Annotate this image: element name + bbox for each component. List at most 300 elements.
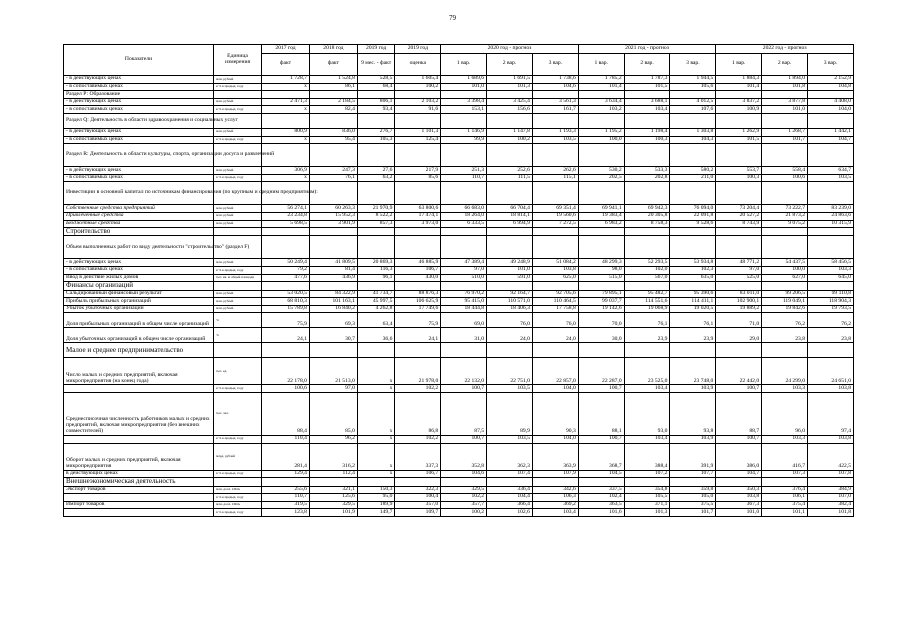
- empty-cell: [395, 144, 441, 167]
- value-cell: 83 011,0: [716, 290, 762, 298]
- value-cell: 76,0: [487, 313, 533, 328]
- value-cell: 79 895,1: [578, 290, 624, 298]
- value-cell: 22 287,0: [578, 358, 624, 385]
- empty-cell: [441, 236, 487, 259]
- value-cell: x: [357, 358, 395, 385]
- value-cell: 106,7: [395, 267, 441, 275]
- value-cell: 47 389,4: [441, 259, 487, 267]
- row-label: Убыток убыточных организаций: [64, 305, 214, 313]
- empty-cell: [441, 113, 487, 128]
- empty-cell: [670, 343, 716, 358]
- value-cell: 103,5: [487, 435, 533, 443]
- row-label: Экспорт товаров: [64, 486, 214, 494]
- value-cell: 97,0: [441, 267, 487, 275]
- value-cell: 101,5: [716, 136, 762, 144]
- row-label: [64, 494, 214, 502]
- table-row: [64, 267, 854, 275]
- table-row: [64, 305, 854, 313]
- subsection-row: [64, 236, 854, 259]
- empty-cell: [395, 478, 441, 486]
- value-cell: 36,6: [357, 328, 395, 343]
- empty-cell: [578, 343, 624, 358]
- value-cell: 96,2: [309, 435, 357, 443]
- value-cell: 553,7: [716, 167, 762, 175]
- value-cell: 21 873,2: [762, 212, 808, 220]
- value-cell: 6 994,9: [487, 220, 533, 228]
- value-cell: x: [262, 136, 310, 144]
- value-cell: x: [357, 443, 395, 470]
- empty-cell: [395, 113, 441, 128]
- row-label: Привлеченные средства: [64, 212, 214, 220]
- empty-cell: [624, 91, 670, 99]
- table-row: [64, 358, 854, 385]
- value-cell: 24,1: [395, 328, 441, 343]
- value-cell: 7 272,5: [532, 220, 578, 228]
- value-cell: 558,4: [762, 167, 808, 175]
- empty-cell: [395, 91, 441, 99]
- value-cell: 102,4: [578, 494, 624, 502]
- table-row: [64, 136, 854, 144]
- value-cell: 107,2: [624, 470, 670, 478]
- value-cell: 101,7: [762, 136, 808, 144]
- value-cell: 107,0: [808, 494, 854, 502]
- value-cell: 118 904,3: [808, 298, 854, 306]
- empty-cell: [309, 228, 357, 236]
- empty-cell: [441, 478, 487, 486]
- value-cell: 528,5: [357, 76, 395, 84]
- value-cell: 53 020,5: [262, 290, 310, 298]
- value-cell: x: [357, 470, 395, 478]
- value-cell: 1 442,1: [808, 128, 854, 136]
- empty-cell: [532, 182, 578, 205]
- value-cell: 22 132,0: [441, 358, 487, 385]
- value-cell: 6 983,2: [578, 220, 624, 228]
- empty-cell: [624, 113, 670, 128]
- empty-cell: [395, 236, 441, 259]
- value-cell: 9 075,2: [762, 220, 808, 228]
- value-cell: 95,0: [357, 494, 395, 502]
- value-cell: 2 471,3: [262, 98, 310, 106]
- value-cell: 21 978,0: [395, 358, 441, 385]
- empty-cell: [762, 228, 808, 236]
- value-cell: 31,0: [441, 328, 487, 343]
- value-cell: 104,4: [487, 494, 533, 502]
- value-cell: 337,5: [578, 486, 624, 494]
- value-cell: 350,3: [716, 486, 762, 494]
- unit-cell: тыс. чел.: [214, 392, 262, 435]
- value-cell: 10 315,9: [808, 220, 854, 228]
- value-cell: 102,2: [395, 435, 441, 443]
- unit-cell: млн. долл. США: [214, 486, 262, 494]
- value-cell: 100,2: [395, 83, 441, 91]
- value-cell: 525,0: [716, 274, 762, 282]
- value-cell: 102,3: [670, 267, 716, 275]
- unit-cell: млрд. рублей: [214, 443, 262, 470]
- empty-cell: [808, 144, 854, 167]
- empty-cell: [357, 236, 395, 259]
- unit-cell: млн. рублей: [214, 128, 262, 136]
- value-cell: 107,3: [762, 470, 808, 478]
- forecast-table: [63, 44, 854, 517]
- unit-cell: млн. рублей: [214, 98, 262, 106]
- value-cell: 85,6: [395, 174, 441, 182]
- empty-cell: [487, 343, 533, 358]
- table-row: [64, 259, 854, 267]
- value-cell: 24 651,0: [808, 358, 854, 385]
- empty-cell: [716, 144, 762, 167]
- value-cell: 49 248,9: [487, 259, 533, 267]
- value-cell: 41 809,5: [309, 259, 357, 267]
- value-cell: 23 748,0: [670, 358, 716, 385]
- value-cell: 1 728,7: [262, 76, 310, 84]
- value-cell: 161,7: [532, 106, 578, 114]
- value-cell: 76 094,0: [670, 205, 716, 213]
- empty-cell: [262, 91, 310, 99]
- value-cell: 87,5: [441, 392, 487, 435]
- table-row: [64, 205, 854, 213]
- value-cell: 100,4: [395, 494, 441, 502]
- table-row: [64, 76, 854, 84]
- row-label: Доля убыточных организаций в общем числе организаций: [64, 328, 214, 343]
- row-label: - в сопоставимых ценах: [64, 267, 214, 275]
- subsection-row: [64, 113, 854, 128]
- value-cell: 81,4: [309, 267, 357, 275]
- value-cell: 1 785,2: [578, 76, 624, 84]
- row-label: Бюджетные средства: [64, 220, 214, 228]
- value-cell: 100,7: [441, 435, 487, 443]
- table-row: [64, 470, 854, 478]
- value-cell: 63,4: [357, 313, 395, 328]
- value-cell: 103,5: [487, 385, 533, 393]
- empty-cell: [808, 282, 854, 290]
- row-label: Прибыль прибыльных организаций: [64, 298, 214, 306]
- value-cell: 1 524,8: [309, 76, 357, 84]
- empty-cell: [532, 478, 578, 486]
- value-cell: 101,8: [762, 83, 808, 91]
- value-cell: 368,7: [578, 443, 624, 470]
- value-cell: 119 049,1: [762, 298, 808, 306]
- value-cell: 4 408,0: [808, 98, 854, 106]
- empty-cell: [578, 182, 624, 205]
- empty-cell: [808, 113, 854, 128]
- empty-cell: [762, 144, 808, 167]
- value-cell: 103,4: [624, 435, 670, 443]
- value-cell: 20 305,8: [624, 212, 670, 220]
- value-cell: 18 264,0: [441, 212, 487, 220]
- variant-header: 3 вар.: [670, 53, 716, 75]
- empty-cell: [670, 144, 716, 167]
- empty-cell: [532, 343, 578, 358]
- value-cell: 800,9: [262, 128, 310, 136]
- value-cell: 6 333,5: [441, 220, 487, 228]
- value-cell: 91,6: [395, 106, 441, 114]
- value-cell: 1 303,8: [670, 128, 716, 136]
- value-cell: 103,3: [762, 385, 808, 393]
- value-cell: 103,8: [716, 494, 762, 502]
- value-cell: 391,9: [670, 443, 716, 470]
- value-cell: 89,9: [487, 392, 533, 435]
- value-cell: 100,7: [716, 435, 762, 443]
- value-cell: 103,2: [578, 106, 624, 114]
- variant-header: факт: [309, 53, 357, 75]
- value-cell: 19 889,2: [716, 305, 762, 313]
- value-cell: 101,9: [309, 509, 357, 517]
- value-cell: x: [262, 106, 310, 114]
- empty-cell: [487, 236, 533, 259]
- value-cell: 100,7: [578, 385, 624, 393]
- section-row: [64, 343, 854, 358]
- empty-cell: [716, 228, 762, 236]
- empty-cell: [624, 144, 670, 167]
- row-label: Доля прибыльных организаций в общем числе организаций: [64, 313, 214, 328]
- value-cell: 21 970,9: [357, 205, 395, 213]
- empty-cell: [762, 478, 808, 486]
- value-cell: 93,0: [624, 392, 670, 435]
- value-cell: 48 299,3: [578, 259, 624, 267]
- value-cell: 24 863,6: [808, 212, 854, 220]
- value-cell: 110 571,0: [487, 298, 533, 306]
- value-cell: 41 734,7: [357, 290, 395, 298]
- variant-header: 3 вар.: [808, 53, 854, 75]
- unit-cell: млн. рублей: [214, 167, 262, 175]
- unit-cell: млн. рублей: [214, 305, 262, 313]
- row-label: - в действующих ценах: [64, 98, 214, 106]
- value-cell: 567,0: [624, 274, 670, 282]
- value-cell: 371,1: [624, 501, 670, 509]
- value-cell: 104,0: [532, 385, 578, 393]
- row-label: Число малых и средних предприятий, включая микропредприятия (на конец года): [64, 358, 214, 385]
- row-label: - в сопоставимых ценах: [64, 106, 214, 114]
- variant-header: факт: [262, 53, 310, 75]
- value-cell: 19 383,4: [578, 212, 624, 220]
- unit-cell: млн. рублей: [214, 298, 262, 306]
- value-cell: 54 437,5: [762, 259, 808, 267]
- year-header: 2018 год: [309, 45, 357, 54]
- value-cell: 110,7: [262, 494, 310, 502]
- value-cell: 88,7: [716, 392, 762, 435]
- table-header: [64, 45, 854, 76]
- value-cell: 90,3: [532, 392, 578, 435]
- value-cell: 125,6: [309, 494, 357, 502]
- empty-cell: [357, 228, 395, 236]
- value-cell: 102 900,1: [716, 298, 762, 306]
- value-cell: 92 705,6: [532, 290, 578, 298]
- value-cell: 252,6: [487, 167, 533, 175]
- value-cell: 101,1: [762, 509, 808, 517]
- value-cell: 116,3: [357, 267, 395, 275]
- empty-cell: [395, 182, 441, 205]
- value-cell: 2 103,2: [395, 98, 441, 106]
- value-cell: 45 997,5: [357, 298, 395, 306]
- unit-cell: в % к предыд. году: [214, 494, 262, 502]
- value-cell: 103,9: [670, 435, 716, 443]
- subsection-row: [64, 91, 854, 99]
- value-cell: 3 901,9: [309, 220, 357, 228]
- value-cell: 2 152,9: [808, 76, 854, 84]
- subsection-title: Раздел R: Деятельность в области культуры, спорта, организации досуга и развлечений: [64, 144, 214, 167]
- value-cell: 103,9: [670, 385, 716, 393]
- value-cell: 75,9: [395, 313, 441, 328]
- value-cell: 30,0: [578, 328, 624, 343]
- value-cell: 76 970,2: [441, 290, 487, 298]
- value-cell: 102,2: [441, 494, 487, 502]
- subsection-title: Раздел Р: Образование: [64, 91, 214, 99]
- value-cell: 110,7: [441, 174, 487, 182]
- value-cell: 366,4: [487, 501, 533, 509]
- value-cell: 510,0: [441, 274, 487, 282]
- row-label: Среднесписочная численность работников малых и средних предприятий, включая микропредприятия (без внешних совместителей): [64, 392, 214, 435]
- value-cell: 106,1: [762, 494, 808, 502]
- empty-cell: [670, 182, 716, 205]
- value-cell: 24 299,0: [762, 358, 808, 385]
- value-cell: 101,5: [624, 83, 670, 91]
- variant-header: 1 вар.: [578, 53, 624, 75]
- unit-cell: млн. рублей: [214, 290, 262, 298]
- value-cell: 101,0: [762, 106, 808, 114]
- year-header: 2020 год - прогноз: [441, 45, 579, 54]
- value-cell: 86,8: [395, 392, 441, 435]
- empty-cell: [578, 236, 624, 259]
- value-cell: 189,9: [357, 501, 395, 509]
- value-cell: 3 973,0: [395, 220, 441, 228]
- value-cell: 386,0: [716, 443, 762, 470]
- empty-cell: [487, 228, 533, 236]
- value-cell: 100,6: [762, 174, 808, 182]
- value-cell: 18 814,1: [487, 212, 533, 220]
- value-cell: 3 398,4: [441, 98, 487, 106]
- value-cell: 111,5: [487, 174, 533, 182]
- empty-cell: [357, 91, 395, 99]
- value-cell: 56 274,1: [262, 205, 310, 213]
- value-cell: 3 877,8: [762, 98, 808, 106]
- empty-cell: [214, 343, 262, 358]
- value-cell: 88,1: [578, 392, 624, 435]
- value-cell: 1 193,3: [532, 128, 578, 136]
- value-cell: 95,4: [309, 136, 357, 144]
- value-cell: 100,3: [716, 174, 762, 182]
- value-cell: 150,3: [357, 486, 395, 494]
- value-cell: 104,7: [808, 136, 854, 144]
- table-row: [64, 385, 854, 393]
- empty-cell: [487, 91, 533, 99]
- empty-cell: [670, 282, 716, 290]
- value-cell: 18 406,3: [487, 305, 533, 313]
- value-cell: 149,7: [357, 509, 395, 517]
- unit-cell: млн. рублей: [214, 220, 262, 228]
- value-cell: 1 268,7: [762, 128, 808, 136]
- section-title: Малое и среднее предпринимательство: [64, 343, 214, 358]
- value-cell: 99 110,8: [808, 290, 854, 298]
- value-cell: 99 206,5: [762, 290, 808, 298]
- table-row: [64, 392, 854, 435]
- value-cell: 625,0: [532, 274, 578, 282]
- value-cell: 580,2: [670, 167, 716, 175]
- value-cell: 66 683,0: [441, 205, 487, 213]
- year-header: 2019 год: [357, 45, 395, 54]
- empty-cell: [309, 478, 357, 486]
- value-cell: 129,4: [262, 470, 310, 478]
- empty-cell: [214, 282, 262, 290]
- empty-cell: [762, 343, 808, 358]
- empty-cell: [357, 144, 395, 167]
- value-cell: 217,9: [395, 167, 441, 175]
- empty-cell: [395, 343, 441, 358]
- empty-cell: [578, 282, 624, 290]
- value-cell: 103,4: [532, 509, 578, 517]
- empty-cell: [808, 91, 854, 99]
- value-cell: 52 293,5: [624, 259, 670, 267]
- table-row: [64, 212, 854, 220]
- row-label: - в сопоставимых ценах: [64, 174, 214, 182]
- variant-header: 2 вар.: [624, 53, 670, 75]
- value-cell: 17 758,8: [532, 305, 578, 313]
- value-cell: 103,5: [532, 136, 578, 144]
- value-cell: 18 444,8: [441, 305, 487, 313]
- value-cell: 3 561,3: [532, 98, 578, 106]
- value-cell: 17 474,1: [395, 212, 441, 220]
- value-cell: 336,4: [487, 486, 533, 494]
- section-title: Финансы организаций: [64, 282, 214, 290]
- empty-cell: [716, 478, 762, 486]
- value-cell: 104,0: [808, 106, 854, 114]
- section-row: [64, 478, 854, 486]
- value-cell: 627,0: [762, 274, 808, 282]
- value-cell: 1 147,8: [487, 128, 533, 136]
- row-label: Оборот малых и средних предприятий, включая микропредприятия: [64, 443, 214, 470]
- value-cell: 107,8: [808, 470, 854, 478]
- empty-cell: [808, 182, 854, 205]
- value-cell: 22 857,0: [532, 358, 578, 385]
- value-cell: 97,0: [309, 385, 357, 393]
- value-cell: 316,2: [309, 443, 357, 470]
- table-row: [64, 435, 854, 443]
- value-cell: 103,8: [808, 385, 854, 393]
- value-cell: 100,0: [578, 136, 624, 144]
- value-cell: 247,3: [309, 167, 357, 175]
- value-cell: 8 522,2: [357, 212, 395, 220]
- value-cell: 69 351,4: [532, 205, 578, 213]
- value-cell: 102,6: [487, 509, 533, 517]
- value-cell: 30,7: [309, 328, 357, 343]
- empty-cell: [716, 343, 762, 358]
- empty-cell: [357, 282, 395, 290]
- empty-cell: [487, 282, 533, 290]
- value-cell: 93,8: [670, 392, 716, 435]
- value-cell: 100,0: [762, 267, 808, 275]
- page-number: 79: [449, 14, 456, 22]
- empty-cell: [670, 91, 716, 99]
- year-header: 2022 год - прогноз: [716, 45, 854, 54]
- value-cell: 24,0: [532, 328, 578, 343]
- value-cell: 19 020,5: [670, 305, 716, 313]
- value-cell: 107,6: [670, 106, 716, 114]
- value-cell: 3 688,1: [624, 98, 670, 106]
- value-cell: 69,0: [441, 313, 487, 328]
- value-cell: 101,7: [670, 509, 716, 517]
- empty-cell: [262, 478, 310, 486]
- empty-cell: [262, 113, 310, 128]
- unit-cell: млн. долл. США: [214, 501, 262, 509]
- empty-cell: [441, 228, 487, 236]
- empty-cell: [262, 343, 310, 358]
- value-cell: 388,4: [624, 443, 670, 470]
- value-cell: 4 012,5: [670, 98, 716, 106]
- value-cell: 79,2: [262, 267, 310, 275]
- value-cell: 533,3: [624, 167, 670, 175]
- unit-cell: в % к предыд. году: [214, 83, 262, 91]
- subsection-title: Инвестиции в основной капитал по источникам финансирования (по крупным и средним предприятиям):: [64, 182, 214, 205]
- empty-cell: [578, 91, 624, 99]
